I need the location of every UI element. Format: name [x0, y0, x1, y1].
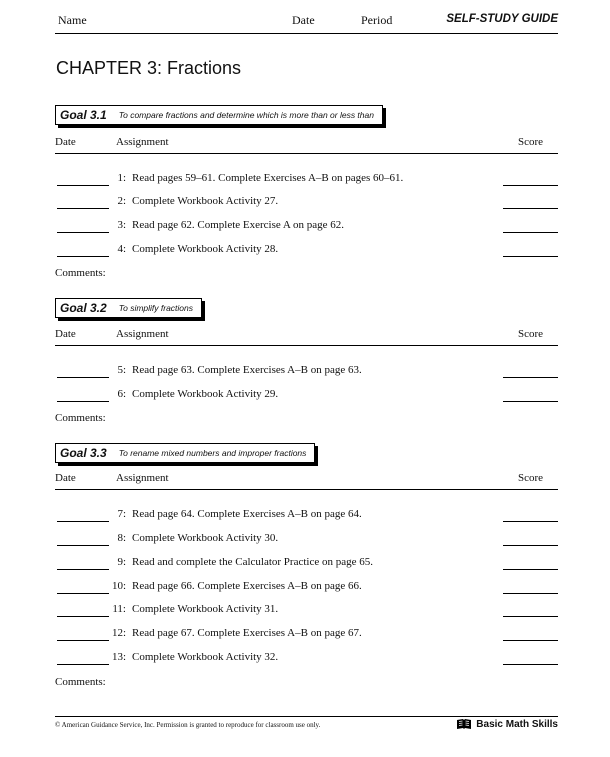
guide-label: SELF-STUDY GUIDE: [446, 13, 558, 25]
score-column-header: Score: [517, 472, 543, 484]
assignment-text: Read page 62. Complete Exercise A on page 62.: [132, 219, 344, 231]
assignment-number: 7:: [117, 508, 126, 520]
assignment-text: Complete Workbook Activity 27.: [132, 195, 279, 207]
assignment-row: [55, 243, 558, 259]
assignment-text: Read pages 59–61. Complete Exercises A–B on pages 60–61.: [132, 172, 404, 184]
score-blank[interactable]: [503, 616, 558, 617]
goal-description: To simplify fractions: [118, 303, 194, 313]
page-title: CHAPTER 3: Fractions: [56, 58, 242, 78]
assignment-column-header: Assignment: [116, 472, 169, 484]
date-column-header: Date: [55, 328, 76, 340]
score-blank[interactable]: [503, 208, 558, 209]
score-blank[interactable]: [503, 185, 558, 186]
column-rule: [55, 345, 558, 346]
assignment-row: [55, 219, 558, 235]
score-blank[interactable]: [503, 593, 558, 594]
column-rule: [55, 489, 558, 490]
name-label: Name: [58, 13, 87, 27]
page-header: [55, 0, 558, 36]
assignment-number: 11:: [112, 603, 126, 615]
comments-label: Comments:: [55, 676, 106, 688]
assignment-number: 5:: [117, 364, 126, 376]
assignment-row: [55, 532, 558, 548]
date-blank[interactable]: [57, 256, 109, 257]
score-blank[interactable]: [503, 569, 558, 570]
date-blank[interactable]: [57, 208, 109, 209]
copyright-notice: © American Guidance Service, Inc. Permission is granted to reproduce for classroom use only.: [55, 721, 321, 729]
assignment-column-header: Assignment: [116, 328, 169, 340]
assignment-row: [55, 172, 558, 188]
assignment-column-header: Assignment: [116, 136, 169, 148]
comments-label: Comments:: [55, 267, 106, 279]
score-blank[interactable]: [503, 521, 558, 522]
assignment-text: Read page 64. Complete Exercises A–B on page 64.: [132, 508, 362, 520]
date-blank[interactable]: [57, 185, 109, 186]
goal-id: Goal 3.3: [60, 446, 107, 460]
assignment-row: [55, 388, 558, 404]
assignment-number: 12:: [111, 627, 126, 639]
assignment-row: [55, 627, 558, 643]
score-blank[interactable]: [503, 640, 558, 641]
assignment-row: [55, 651, 558, 667]
assignment-row: [55, 603, 558, 619]
assignment-text: Complete Workbook Activity 29.: [132, 388, 279, 400]
score-blank[interactable]: [503, 401, 558, 402]
brand: [456, 718, 558, 730]
column-rule: [55, 153, 558, 154]
date-blank[interactable]: [57, 545, 109, 546]
assignment-number: 10:: [111, 580, 126, 592]
date-blank[interactable]: [57, 616, 109, 617]
assignment-number: 4:: [117, 243, 126, 255]
assignment-row: [55, 508, 558, 524]
assignment-text: Complete Workbook Activity 30.: [132, 532, 279, 544]
assignment-number: 6:: [117, 388, 126, 400]
assignment-text: Read page 63. Complete Exercises A–B on page 63.: [132, 364, 362, 376]
period-label: Period: [361, 13, 393, 27]
score-column-header: Score: [517, 136, 543, 148]
assignment-number: 2:: [117, 195, 126, 207]
goal-description: To rename mixed numbers and improper fractions: [118, 448, 307, 458]
assignment-number: 8:: [117, 532, 126, 544]
assignment-row: [55, 556, 558, 572]
assignment-number: 3:: [117, 219, 126, 231]
score-column-header: Score: [517, 328, 543, 340]
date-blank[interactable]: [57, 401, 109, 402]
brand-name: Basic Math Skills: [476, 718, 558, 730]
assignment-number: 1:: [117, 172, 126, 184]
assignment-row: [55, 580, 558, 596]
assignment-text: Complete Workbook Activity 31.: [132, 603, 279, 615]
date-blank[interactable]: [57, 377, 109, 378]
assignment-number: 13:: [111, 651, 126, 663]
score-blank[interactable]: [503, 545, 558, 546]
assignment-text: Read page 66. Complete Exercises A–B on page 66.: [132, 580, 362, 592]
assignment-text: Complete Workbook Activity 28.: [132, 243, 279, 255]
assignment-row: [55, 195, 558, 211]
score-blank[interactable]: [503, 377, 558, 378]
goal-description: To compare fractions and determine which is more than or less than: [118, 110, 374, 120]
date-blank[interactable]: [57, 232, 109, 233]
header-rule: [55, 33, 558, 34]
assignment-text: Read and complete the Calculator Practice on page 65.: [132, 556, 373, 568]
assignment-row: [55, 364, 558, 380]
date-column-header: Date: [55, 472, 76, 484]
date-blank[interactable]: [57, 593, 109, 594]
date-blank[interactable]: [57, 521, 109, 522]
comments-label: Comments:: [55, 412, 106, 424]
assignment-text: Read page 67. Complete Exercises A–B on page 67.: [132, 627, 362, 639]
goal-box: [55, 443, 315, 463]
score-blank[interactable]: [503, 256, 558, 257]
book-icon: [456, 718, 472, 730]
date-blank[interactable]: [57, 640, 109, 641]
goal-id: Goal 3.2: [60, 301, 107, 315]
score-blank[interactable]: [503, 664, 558, 665]
goal-box: [55, 105, 383, 125]
footer-rule: [55, 716, 558, 717]
date-blank[interactable]: [57, 664, 109, 665]
date-blank[interactable]: [57, 569, 109, 570]
date-label: Date: [292, 13, 315, 27]
score-blank[interactable]: [503, 232, 558, 233]
goal-box: [55, 298, 202, 318]
assignment-number: 9:: [117, 556, 126, 568]
goal-id: Goal 3.1: [60, 108, 107, 122]
date-column-header: Date: [55, 136, 76, 148]
assignment-text: Complete Workbook Activity 32.: [132, 651, 279, 663]
